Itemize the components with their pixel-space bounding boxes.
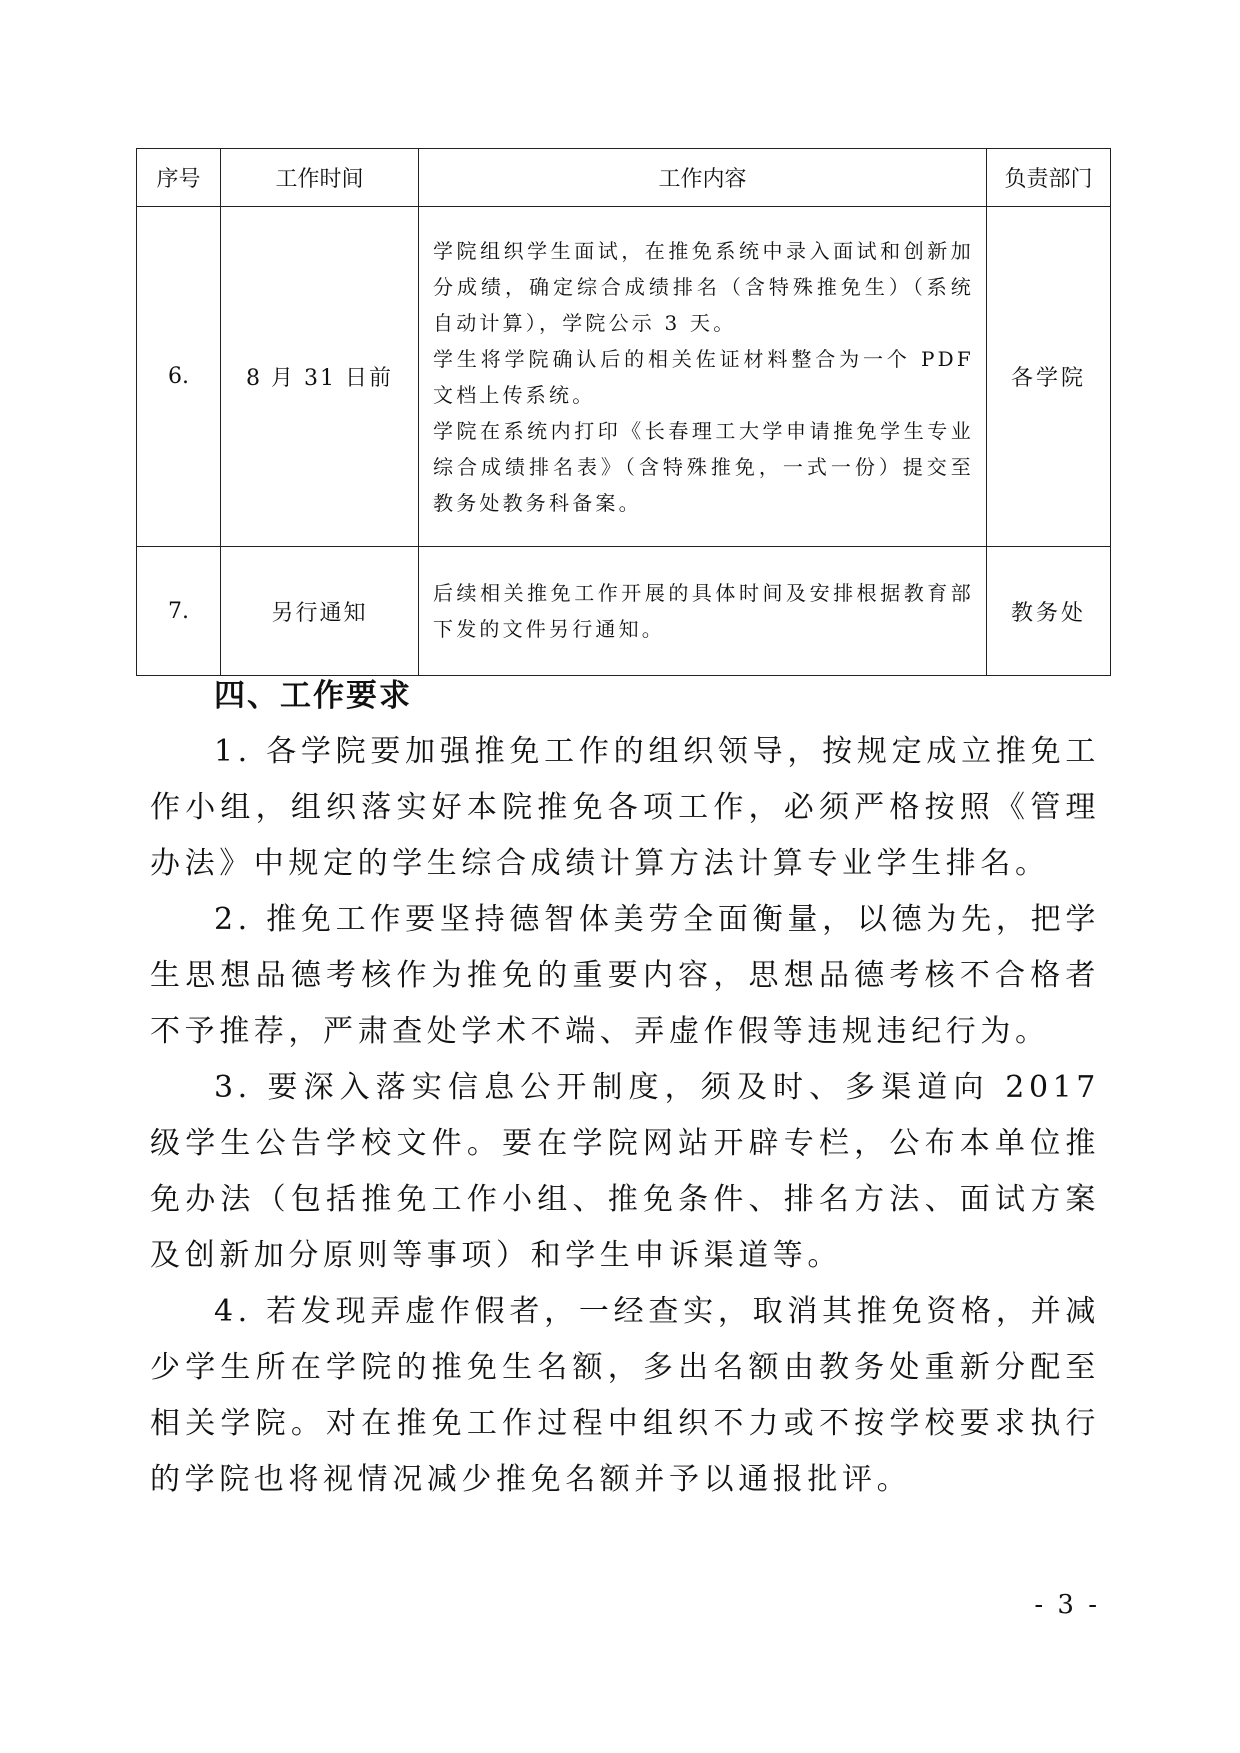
- requirement-paragraph: 1. 各学院要加强推免工作的组织领导，按规定成立推免工作小组，组织落实好本院推免各项工作，必须严格按照《管理办法》中规定的学生综合成绩计算方法计算专业学生排名。: [150, 734, 1100, 881]
- header-time: 工作时间: [221, 149, 419, 207]
- row-time: 另行通知: [221, 547, 419, 676]
- header-department: 负责部门: [987, 149, 1111, 207]
- section-heading: 四、工作要求: [214, 678, 412, 714]
- table-header-row: [137, 149, 1111, 207]
- requirement-paragraph: 4. 若发现弄虚作假者，一经查实，取消其推免资格，并减少学生所在学院的推免生名额，多出名额由教务处重新分配至相关学院。对在推免工作过程中组织不力或不按学校要求执行的学院也将视情况减少推免名额并予以通报批评。: [150, 1294, 1100, 1497]
- content-paragraph: 学院组织学生面试，在推免系统中录入面试和创新加分成绩，确定综合成绩排名（含特殊推免生）（系统自动计算），学院公示 3 天。: [433, 238, 974, 335]
- row-department: 教务处: [987, 547, 1111, 676]
- requirement-paragraph: 2. 推免工作要坚持德智体美劳全面衡量，以德为先，把学生思想品德考核作为推免的重要内容，思想品德考核不合格者不予推荐，严肃查处学术不端、弄虚作假等违规违纪行为。: [150, 902, 1100, 1049]
- row-content: [419, 207, 987, 547]
- header-content: 工作内容: [419, 149, 987, 207]
- work-schedule-table: [136, 148, 1111, 676]
- content-paragraph: 后续相关推免工作开展的具体时间及安排根据教育部下发的文件另行通知。: [433, 581, 974, 641]
- content-paragraph: 学院在系统内打印《长春理工大学申请推免学生专业综合成绩排名表》（含特殊推免，一式一份）提交至教务处教务科备案。: [433, 418, 974, 515]
- row-content: [419, 547, 987, 676]
- table-row: [137, 207, 1111, 547]
- content-paragraph: 学生将学院确认后的相关佐证材料整合为一个 PDF 文档上传系统。: [433, 346, 974, 407]
- page-number: - 3 -: [1034, 1590, 1100, 1620]
- row-time: 8 月 31 日前: [221, 207, 419, 547]
- requirement-paragraph: 3. 要深入落实信息公开制度，须及时、多渠道向 2017 级学生公告学校文件。要在学院网站开辟专栏，公布本单位推免办法（包括推免工作小组、推免条件、排名方法、面试方案及创新加分原则等事项）和学生申诉渠道等。: [150, 1070, 1100, 1273]
- header-number: 序号: [137, 149, 221, 207]
- row-department: 各学院: [987, 207, 1111, 547]
- table-row: [137, 547, 1111, 676]
- requirements-body: [150, 724, 1100, 1508]
- row-number: 7.: [137, 547, 221, 676]
- row-number: 6.: [137, 207, 221, 547]
